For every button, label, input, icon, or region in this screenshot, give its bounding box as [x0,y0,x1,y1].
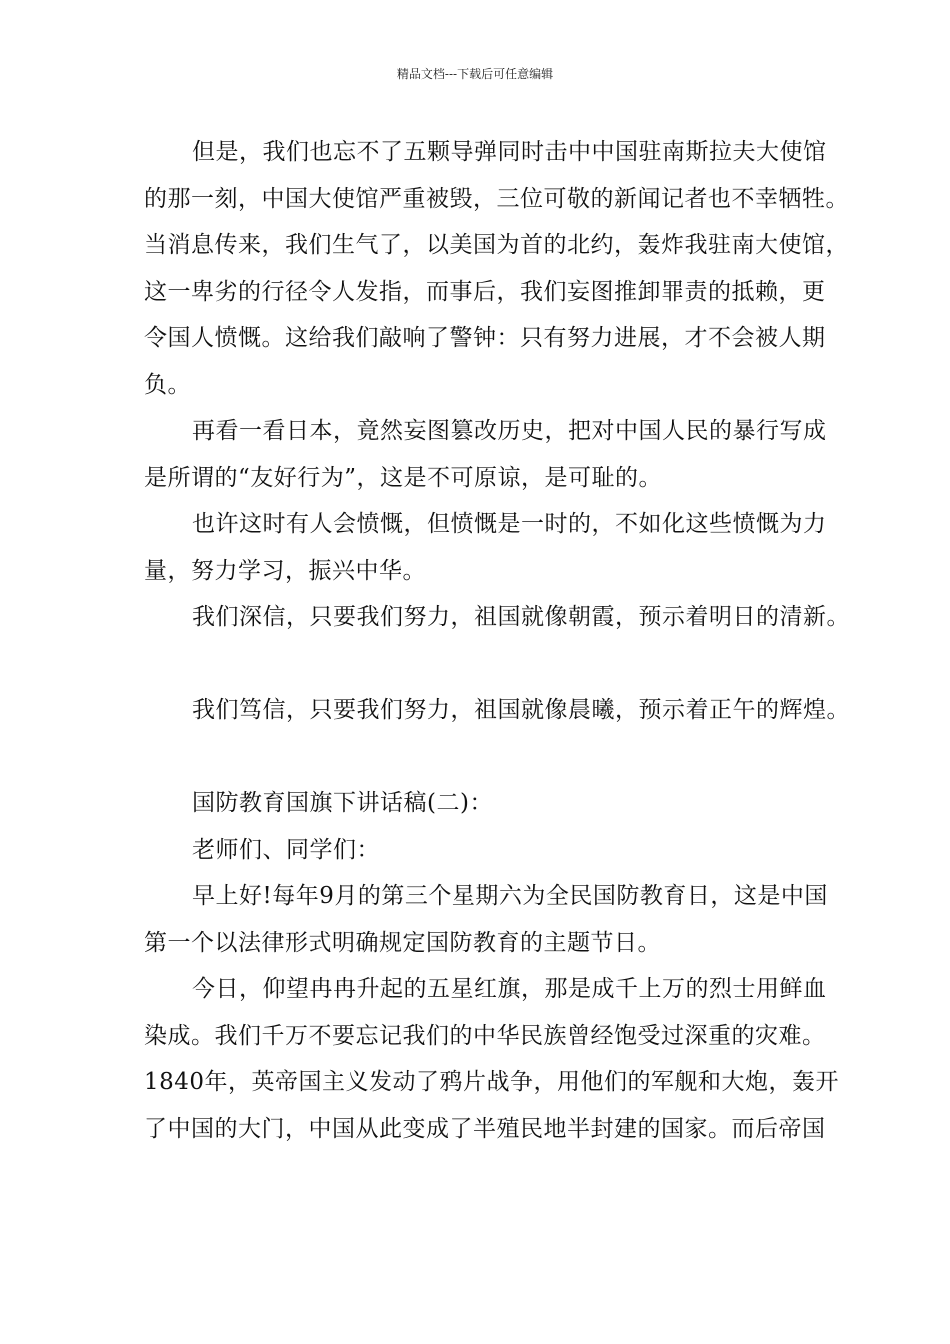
paragraph-line: 但是，我们也忘不了五颗导弹同时击中中国驻南斯拉夫大使馆 [192,139,827,165]
paragraph-line: 负。 [144,371,191,398]
page-header: 精品文档---下载后可任意编辑 [396,67,554,81]
paragraph-line: 的那一刻，中国大使馆严重被毁，三位可敬的新闻记者也不幸牺牲。 [144,185,849,212]
paragraph-line: 再看一看日本，竟然妄图篡改历史，把对中国人民的暴行写成 [192,418,827,444]
paragraph-line: 当消息传来，我们生气了，以美国为首的北约，轰炸我驻南大使馆， [144,232,849,258]
paragraph-line: 这一卑劣的行径令人发指，而事后，我们妄图推卸罪责的抵赖，更 [144,278,826,305]
paragraph-line: 今日，仰望冉冉升起的五星红旗，那是成千上万的烈士用鲜血 [192,976,827,1002]
paragraph-line: 了中国的大门，中国从此变成了半殖民地半封建的国家。而后帝国 [144,1115,826,1142]
document-body [144,132,850,1155]
paragraph-line: 第一个以法律形式明确规定国防教育的主题节日。 [144,929,661,956]
paragraph-line: 量，努力学习，振兴中华。 [144,557,426,584]
blank-line [144,737,834,784]
blank-line [144,644,834,691]
paragraph-line: 我们深信，只要我们努力，祖国就像朝霞，预示着明日的清新。 [192,604,850,630]
paragraph-line: 令国人愤慨。这给我们敲响了警钟：只有努力进展，才不会被人期 [144,325,826,351]
section-title: 国防教育国旗下讲话稿(二)： [192,790,493,816]
salutation: 老师们、同学们： [192,836,380,863]
paragraph-line: 染成。我们千万不要忘记我们的中华民族曾经饱受过深重的灾难。 [144,1022,826,1049]
paragraph-line: 早上好!每年9月的第三个星期六为全民国防教育日，这是中国 [192,883,828,909]
paragraph-line: 是所谓的“友好行为”，这是不可原谅，是可耻的。 [144,464,663,491]
paragraph-line: 我们笃信，只要我们努力，祖国就像晨曦，预示着正午的辉煌。 [192,697,850,723]
paragraph-line: 也许这时有人会愤慨，但愤慨是一时的，不如化这些愤慨为力 [192,511,827,537]
paragraph-line: 1840年，英帝国主义发动了鸦片战争，用他们的军舰和大炮，轰开 [144,1069,840,1095]
